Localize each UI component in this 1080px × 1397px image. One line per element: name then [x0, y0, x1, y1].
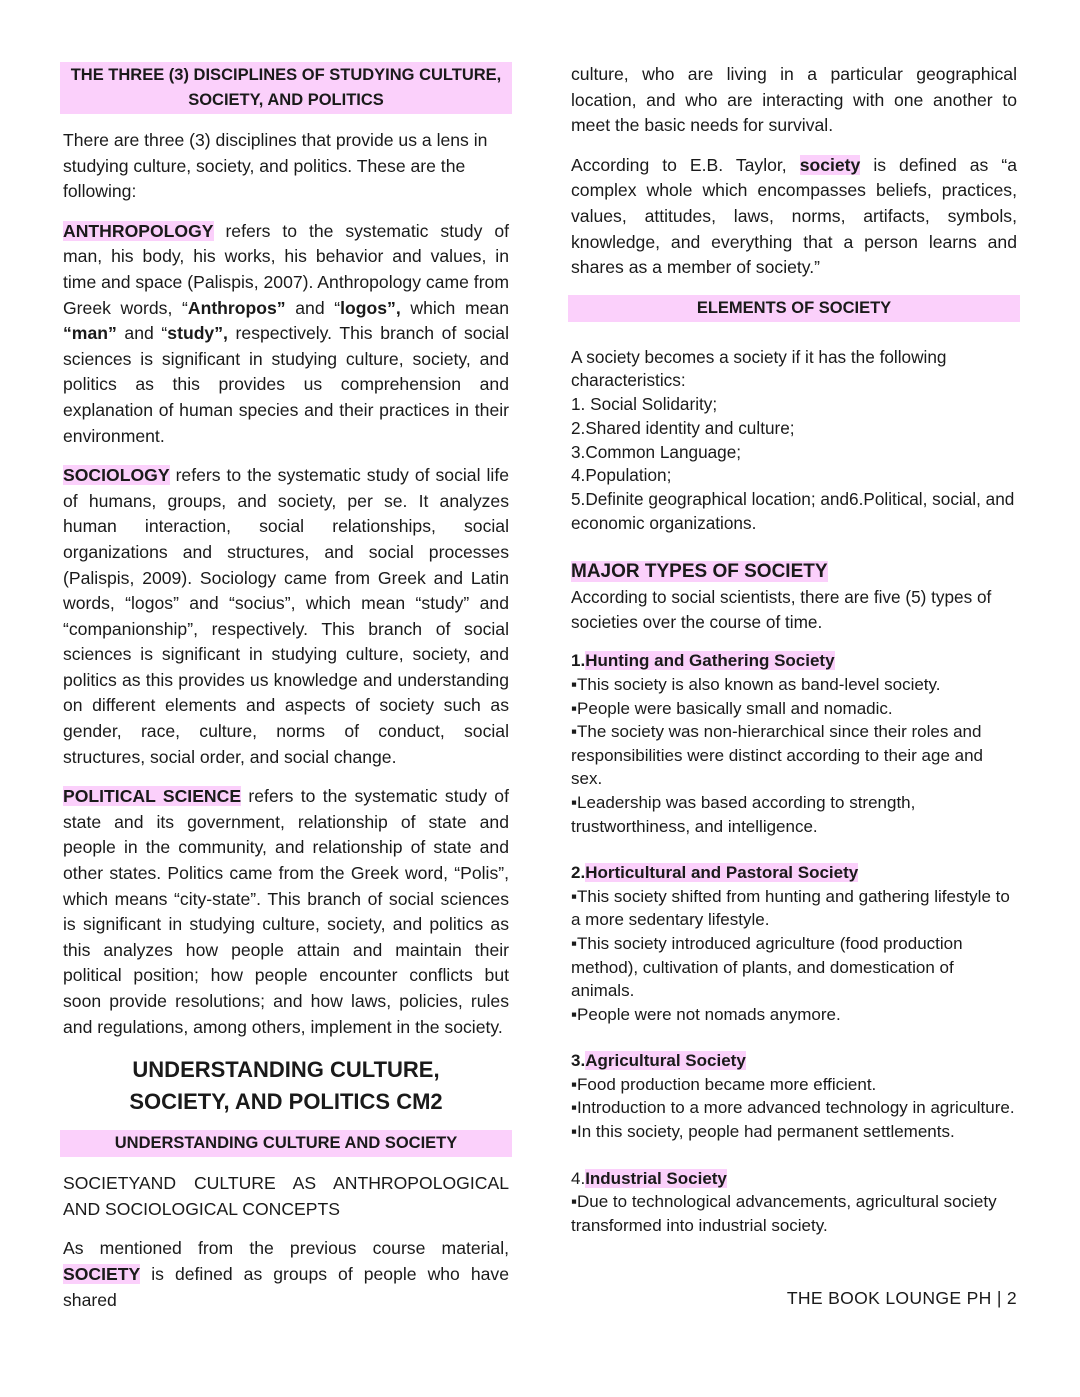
list-item: 2.Shared identity and culture;	[571, 417, 795, 438]
sociology-term: SOCIOLOGY	[63, 465, 170, 486]
type-title	[571, 1049, 1017, 1073]
elements-intro: A society becomes a society if it has the following characteristics:	[571, 346, 947, 391]
anthropology-text: refers to the systematic study of man, his body, his works, his behavior and values, in time and space (Palispis, 2007). Anthropology came from Greek words, “	[63, 220, 509, 318]
man-word: “man”	[63, 323, 117, 344]
right-column	[571, 62, 1017, 1237]
type-number: 4.	[571, 1168, 586, 1188]
disciplines-heading: THE THREE (3) DISCIPLINES OF STUDYING CULTURE, SOCIETY, AND POLITICS	[60, 62, 512, 114]
society-type-3	[571, 1049, 1017, 1143]
list-item: ▪This society is also known as band-level society.	[571, 674, 941, 694]
list-item: ▪In this society, people had permanent settlements.	[571, 1122, 955, 1142]
type-name: Hunting and Gathering Society	[585, 651, 835, 671]
anthropology-text: and “	[116, 323, 168, 344]
type-title	[571, 1167, 1017, 1191]
taylor-text: is defined as “a complex whole which encompasses beliefs, practices, values, attitudes, laws, norms, artifacts, symbols, knowledge, and everything that a person learns and shares as a member of society.”	[571, 154, 1017, 278]
sociology-text: refers to the systematic study of social life of humans, groups, and society, per se. It analyzes human interaction, social relationships, social organizations and structures, and social processes (Palispis, 2009). Sociology came from Greek and Latin words, “logos” and “socius”, which mean “study” and “companionship”, respectively. This branch of social sciences is significant in studying culture, society, and politics as this provides us knowledge and understanding on different elements and aspects of society such as gender, race, culture, norms of conduct, social structures, social order, and social change.	[63, 465, 509, 767]
list-item: ▪Leadership was based according to strength, trustworthiness, and intelligence.	[571, 792, 916, 836]
list-item: 3.Common Language;	[571, 441, 742, 462]
list-item: 1. Social Solidarity;	[571, 394, 718, 415]
elements-heading: ELEMENTS OF SOCIETY	[568, 295, 1020, 322]
type-name: Horticultural and Pastoral Society	[585, 863, 859, 883]
list-item: ▪Food production became more efficient.	[571, 1074, 877, 1094]
section-title: UNDERSTANDING CULTURE, SOCIETY, AND POLITICS CM2	[129, 1057, 443, 1115]
elements-list	[571, 346, 1017, 536]
continued-paragraph: culture, who are living in a particular geographical location, and who are interacting with one another to meet the basic needs for survival.	[571, 64, 1017, 136]
political-science-paragraph	[63, 784, 509, 1040]
list-item: 4.Population;	[571, 465, 672, 486]
anthropology-text: respectively. This branch of social sciences is significant in studying culture, society, and politics as this provides us comprehension and explanation of human species and their practices in their environment.	[63, 323, 509, 446]
major-types-title	[571, 559, 1017, 585]
page-footer: THE BOOK LOUNGE PH | 2	[786, 1288, 1017, 1308]
list-item: ▪This society shifted from hunting and gathering lifestyle to a more sedentary lifestyle.	[571, 886, 1010, 930]
society-definition-text: is defined as groups of people who have shared	[63, 1263, 509, 1310]
understanding-culture-heading: UNDERSTANDING CULTURE AND SOCIETY	[60, 1130, 512, 1157]
political-science-text: refers to the systematic study of state and its government, relationship of state and people in the community, and relationship of state and other states. Politics came from the Greek word, “Polis”, which means “city-state”. This branch of social sciences is significant in studying culture, society, and politics as this analyzes how people attain and maintain their political position; how people encounter conflicts but soon provide resolutions; and how laws, policies, rules and regulations, among others, implement in the society.	[63, 786, 509, 1037]
society-type-2	[571, 861, 1017, 1026]
list-item: ▪This society introduced agriculture (food production method), cultivation of plants, and domestication of animals.	[571, 933, 963, 1001]
major-types-intro: According to social scientists, there are five (5) types of societies over the course of time.	[571, 587, 992, 633]
anthropology-paragraph	[63, 219, 509, 449]
society-definition-paragraph	[63, 1236, 509, 1313]
society-type-4	[571, 1167, 1017, 1238]
study-word: study”,	[167, 323, 228, 344]
list-item: ▪Introduction to a more advanced technology in agriculture.	[571, 1098, 1015, 1118]
logos-word: logos”,	[340, 297, 401, 318]
society-term: society	[799, 154, 861, 175]
political-science-term: POLITICAL SCIENCE	[63, 786, 242, 807]
type-number: 1.	[571, 651, 586, 671]
anthropos-word: Anthropos”	[187, 297, 286, 318]
list-item: ▪Due to technological advancements, agricultural society transformed into industrial society.	[571, 1192, 997, 1235]
anthropology-text: and “	[285, 297, 341, 318]
left-column	[63, 62, 509, 1313]
list-item: ▪People were basically small and nomadic.	[571, 698, 893, 718]
major-types-heading: MAJOR TYPES OF SOCIETY	[571, 561, 828, 583]
type-number: 3.	[571, 1051, 586, 1071]
list-item: ▪The society was non-hierarchical since their roles and responsibilities were distinct according to their age and sex.	[571, 722, 984, 789]
type-number: 2.	[571, 863, 586, 883]
taylor-text: According to E.B. Taylor,	[571, 154, 800, 175]
taylor-paragraph	[571, 153, 1017, 281]
list-item: 5.Definite geographical location; and6.Political, social, and economic organizations.	[571, 488, 1015, 533]
society-term: SOCIETY	[63, 1263, 141, 1284]
type-title	[571, 861, 1017, 885]
concepts-line: SOCIETYAND CULTURE AS ANTHROPOLOGICAL AND SOCIOLOGICAL CONCEPTS	[63, 1173, 509, 1219]
anthropology-term: ANTHROPOLOGY	[63, 220, 214, 241]
anthropology-text: which mean	[400, 297, 509, 318]
type-name: Agricultural Society	[585, 1051, 746, 1071]
type-title	[571, 649, 1017, 673]
sociology-paragraph	[63, 463, 509, 770]
type-name: Industrial Society	[585, 1168, 727, 1188]
list-item: ▪People were not nomads anymore.	[571, 1004, 841, 1024]
society-definition-text: As mentioned from the previous course material,	[63, 1238, 509, 1259]
intro-paragraph: There are three (3) disciplines that provide us a lens in studying culture, society, and politics. These are the following:	[63, 130, 488, 202]
society-type-1	[571, 649, 1017, 838]
